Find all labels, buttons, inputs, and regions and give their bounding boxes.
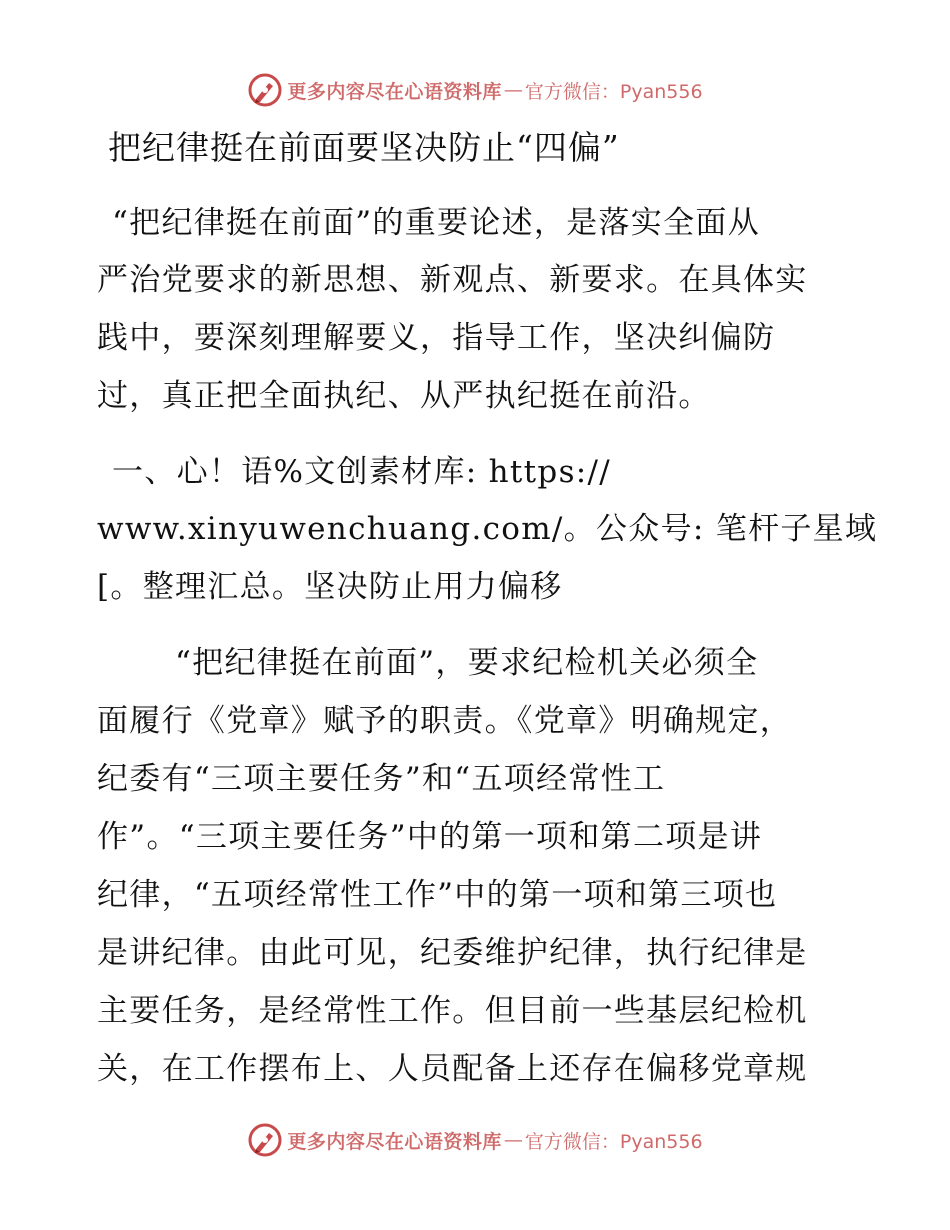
header-banner-separator: — — [503, 79, 523, 101]
footer-banner-separator: — — [503, 1129, 523, 1151]
footer-wechat-text: 官方微信：Pyan556 — [524, 1130, 703, 1153]
body-line: 严治党要求的新思想、新观点、新要求。在具体实 — [97, 262, 808, 298]
body-line: “把纪律挺在前面”的重要论述，是落实全面从 — [112, 205, 760, 241]
body-line: www.xinyuwenchuang.com/。公众号: 笔杆子星域 — [97, 511, 878, 547]
body-line: [。整理汇总。坚决防止用力偏移 — [97, 569, 563, 605]
header-banner-text: 更多内容尽在心语资料库 — [287, 80, 502, 103]
body-line: 过，真正把全面执纪、从严执纪挺在前沿。 — [97, 378, 711, 414]
body-line: 关，在工作摆布上、人员配备上还存在偏移党章规 — [97, 1051, 808, 1087]
header-banner — [0, 70, 950, 110]
body-line: 作”。“三项主要任务”中的第一项和第二项是讲 — [97, 819, 763, 855]
body-line: 是讲纪律。由此可见，纪委维护纪律，执行纪律是 — [97, 935, 808, 971]
pen-logo-icon — [247, 1122, 283, 1158]
footer-banner-text: 更多内容尽在心语资料库 — [287, 1130, 502, 1153]
body-line: 纪律，“五项经常性工作”中的第一项和第三项也 — [97, 877, 778, 913]
body-line: 面履行《党章》赋予的职责。《党章》明确规定， — [97, 703, 793, 739]
section-heading: 一、心！语%文创素材库: https:// — [112, 454, 612, 490]
body-line: 践中，要深刻理解要义，指导工作，坚决纠偏防 — [97, 320, 776, 356]
header-wechat-text: 官方微信：Pyan556 — [524, 80, 703, 103]
body-line: 纪委有“三项主要任务”和“五项经常性工 — [97, 761, 666, 797]
footer-banner — [0, 1120, 950, 1160]
page-title: 把纪律挺在前面要坚决防止“四偏” — [108, 128, 620, 167]
pen-logo-icon — [247, 72, 283, 108]
body-line: 主要任务，是经常性工作。但目前一些基层纪检机 — [97, 993, 808, 1029]
body-line: “把纪律挺在前面”，要求纪检机关必须全 — [175, 645, 759, 681]
